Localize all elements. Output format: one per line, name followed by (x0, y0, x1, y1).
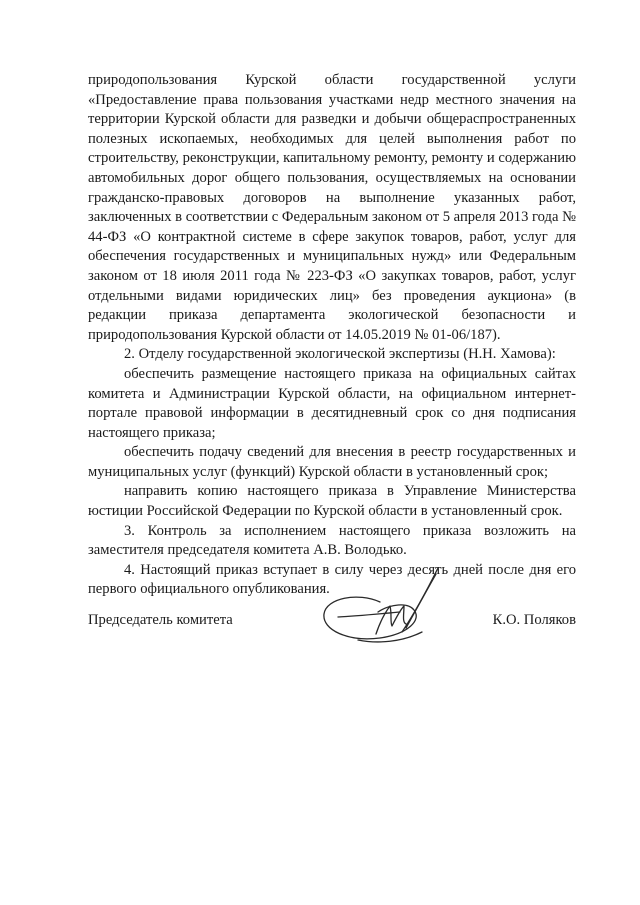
paragraph-send-copy: направить копию настоящего приказа в Управление Министерства юстиции Российской Федерации по Курской области в установленный срок. (88, 483, 576, 520)
paragraph-item-3: 3. Контроль за исполнением настоящего приказа возложить на заместителя председателя комитета А.В. Володько. (88, 522, 576, 559)
document-body (88, 71, 576, 600)
paragraph-registry-submission: обеспечить подачу сведений для внесения в реестр государственных и муниципальных услуг (функций) Курской области в установленный срок; (88, 444, 576, 480)
paragraph-publish-order: обеспечить размещение настоящего приказа на официальных сайтах комитета и Администрации Курской области, на официальном интернет-портале правовой информации в десятидневный срок со дня подписания настоящего приказа; (88, 365, 576, 441)
paragraph-item-4: 4. Настоящий приказ вступает в силу через десять дней после дня его первого официального опубликования. (88, 561, 576, 598)
handwritten-signature (318, 562, 448, 662)
signer-position: Председатель комитета (88, 612, 233, 628)
signer-name: К.О. Поляков (492, 612, 576, 628)
paragraph-service-name: природопользования Курской области государственной услуги «Предоставление права пользования участками недр местного значения на территории Курской области для разведки и добычи общераспространенных полезных ископаемых, необходимых для целей выполнения работ по строительству, реконструкции, капитальному ремонту, ремонту и содержанию автомобильных дорог общего пользования, осуществляемых на основании гражданско-правовых договоров на выполнение указанных работ, заключенных в соответствии с Федеральным законом от 5 апреля 2013 года № 44-ФЗ «О контрактной системе в сфере закупок товаров, работ, услуг для обеспечения государственных и муниципальных нужд» или Федеральным законом от 18 июля 2011 года № 223-ФЗ «О закупках товаров, работ, услуг отдельными видами юридических лиц» без проведения аукциона» (в редакции приказа департамента экологической безопасности и природопользования Курской области от 14.05.2019 № 01-06/187). (88, 72, 576, 343)
paragraph-item-2: 2. Отделу государственной экологической экспертизы (Н.Н. Хамова): (124, 346, 556, 363)
